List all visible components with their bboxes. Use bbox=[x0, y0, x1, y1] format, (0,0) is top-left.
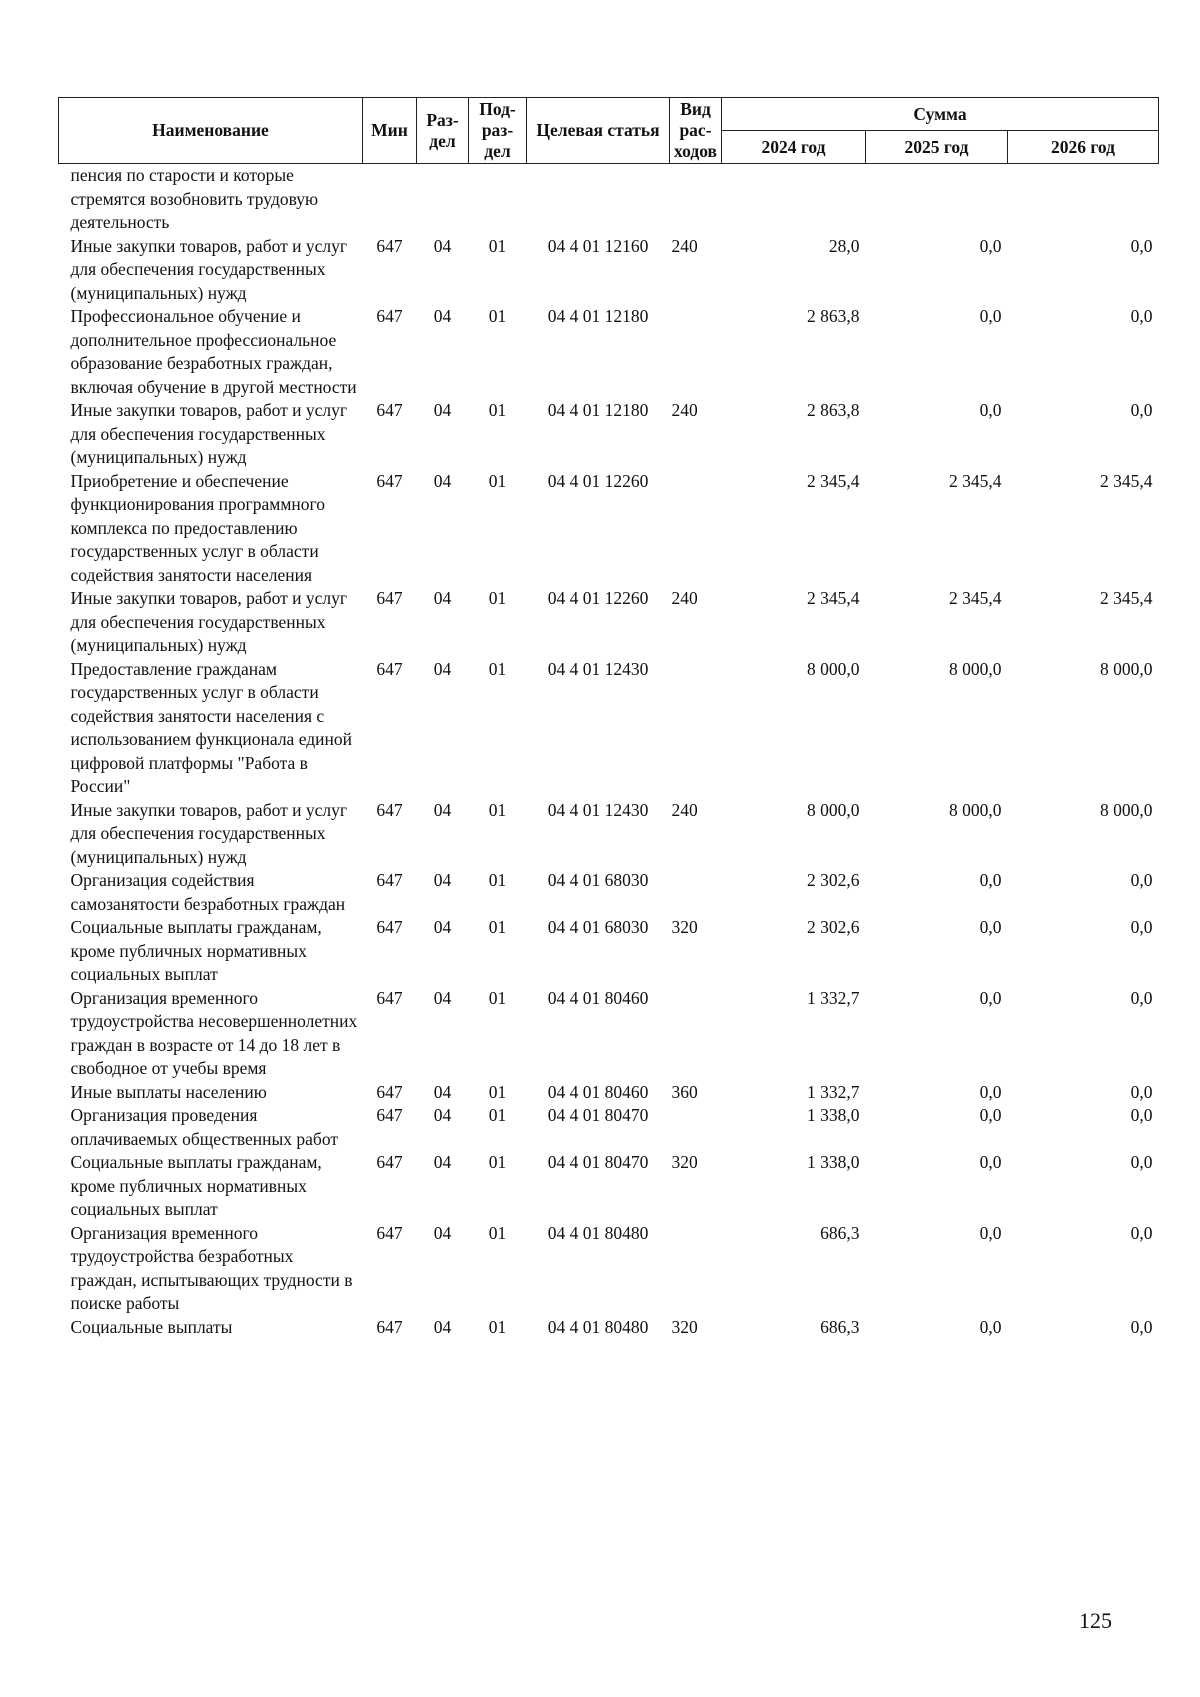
cell-sum-2024: 686,3 bbox=[820, 1222, 860, 1243]
cell-name: Иные закупки товаров, работ и услуг для обеспечения государственных (муниципальных) нужд bbox=[70, 588, 348, 655]
cell-min: 647 bbox=[376, 588, 403, 608]
cell-name: Социальные выплаты bbox=[70, 1316, 233, 1337]
table-row bbox=[59, 987, 1159, 1081]
cell-razdel: 04 bbox=[433, 306, 452, 326]
page-number: 125 bbox=[1079, 1608, 1112, 1633]
cell-sum-2025: 0,0 bbox=[979, 1222, 1002, 1243]
cell-podrazdel: 01 bbox=[488, 1316, 507, 1337]
table-body bbox=[59, 164, 1159, 1340]
cell-sum-2024: 2 863,8 bbox=[807, 306, 860, 326]
table-row bbox=[59, 587, 1159, 658]
cell-name: Социальные выплаты гражданам, кроме публичных нормативных социальных выплат bbox=[70, 917, 322, 984]
cell-sum-2024: 1 338,0 bbox=[807, 1152, 860, 1172]
table-row bbox=[59, 658, 1159, 799]
cell-podrazdel: 01 bbox=[488, 987, 507, 1008]
cell-min bbox=[363, 164, 417, 235]
cell-sum-2026: 0,0 bbox=[1130, 400, 1153, 420]
cell-sum-2024: 686,3 bbox=[820, 1316, 860, 1337]
cell-razdel: 04 bbox=[433, 799, 452, 820]
table-row bbox=[59, 164, 1159, 235]
header-name: Наименование bbox=[59, 98, 363, 164]
cell-razdel: 04 bbox=[433, 1152, 452, 1172]
table-row bbox=[59, 1151, 1159, 1222]
cell-sum-2025: 0,0 bbox=[979, 400, 1002, 420]
cell-sum-2026: 0,0 bbox=[1130, 1222, 1153, 1243]
cell-vid-rashodov: 320 bbox=[671, 1152, 698, 1172]
cell-vid-rashodov bbox=[670, 305, 722, 399]
cell-sum-2024: 28,0 bbox=[828, 235, 860, 256]
cell-celevaya-statya: 04 4 01 80460 bbox=[547, 1081, 649, 1102]
cell-sum-2026 bbox=[1008, 164, 1159, 235]
table-row bbox=[59, 799, 1159, 870]
table-row bbox=[59, 916, 1159, 987]
cell-min: 647 bbox=[376, 235, 403, 256]
cell-podrazdel: 01 bbox=[488, 588, 507, 608]
cell-vid-rashodov: 360 bbox=[671, 1081, 698, 1102]
cell-razdel: 04 bbox=[433, 1081, 452, 1102]
cell-sum-2025: 0,0 bbox=[979, 1081, 1002, 1102]
cell-sum-2024 bbox=[722, 164, 866, 235]
cell-min: 647 bbox=[376, 306, 403, 326]
cell-min: 647 bbox=[376, 987, 403, 1008]
cell-celevaya-statya: 04 4 01 80470 bbox=[547, 1105, 649, 1125]
cell-sum-2025: 0,0 bbox=[979, 1105, 1002, 1125]
cell-celevaya-statya: 04 4 01 12180 bbox=[547, 400, 649, 420]
cell-sum-2024: 2 345,4 bbox=[807, 470, 860, 491]
cell-min: 647 bbox=[376, 1222, 403, 1243]
cell-celevaya-statya: 04 4 01 68030 bbox=[547, 870, 649, 890]
cell-sum-2026: 0,0 bbox=[1130, 1105, 1153, 1125]
cell-vid-rashodov bbox=[670, 987, 722, 1081]
cell-sum-2025: 8 000,0 bbox=[949, 799, 1002, 820]
table-row bbox=[59, 470, 1159, 588]
cell-name: Иные закупки товаров, работ и услуг для обеспечения государственных (муниципальных) нужд bbox=[70, 400, 348, 467]
cell-min: 647 bbox=[376, 799, 403, 820]
cell-sum-2025: 0,0 bbox=[979, 917, 1002, 937]
cell-name: Организация содействия самозанятости безработных граждан bbox=[70, 870, 346, 914]
cell-podrazdel bbox=[469, 164, 527, 235]
cell-sum-2025: 0,0 bbox=[979, 987, 1002, 1008]
cell-podrazdel: 01 bbox=[488, 799, 507, 820]
cell-sum-2025: 0,0 bbox=[979, 1316, 1002, 1337]
cell-name: Организация проведения оплачиваемых общественных работ bbox=[70, 1105, 338, 1149]
table-row bbox=[59, 305, 1159, 399]
cell-vid-rashodov: 240 bbox=[671, 799, 698, 820]
cell-vid-rashodov bbox=[670, 1104, 722, 1151]
cell-sum-2024: 2 302,6 bbox=[807, 917, 860, 937]
cell-sum-2025: 0,0 bbox=[979, 306, 1002, 326]
cell-celevaya-statya: 04 4 01 80480 bbox=[547, 1222, 649, 1243]
table-row bbox=[59, 399, 1159, 470]
cell-razdel: 04 bbox=[433, 1222, 452, 1243]
cell-sum-2026: 0,0 bbox=[1130, 917, 1153, 937]
cell-sum-2024: 1 332,7 bbox=[807, 987, 860, 1008]
cell-name: Приобретение и обеспечение функционирования программного комплекса по предоставлению государственных услуг в области содействия занятости населения bbox=[70, 470, 326, 585]
cell-sum-2024: 2 302,6 bbox=[807, 870, 860, 890]
cell-sum-2024: 2 345,4 bbox=[807, 588, 860, 608]
cell-podrazdel: 01 bbox=[488, 870, 507, 890]
cell-sum-2026: 0,0 bbox=[1130, 306, 1153, 326]
cell-name: Иные закупки товаров, работ и услуг для обеспечения государственных (муниципальных) нужд bbox=[70, 799, 348, 867]
cell-sum-2026: 2 345,4 bbox=[1100, 588, 1153, 608]
cell-razdel: 04 bbox=[433, 1316, 452, 1337]
cell-sum-2024: 1 332,7 bbox=[807, 1081, 860, 1102]
table-row bbox=[59, 1222, 1159, 1316]
cell-razdel: 04 bbox=[433, 658, 452, 679]
cell-sum-2024: 2 863,8 bbox=[807, 400, 860, 420]
cell-podrazdel: 01 bbox=[488, 400, 507, 420]
cell-sum-2025 bbox=[866, 164, 1008, 235]
cell-min: 647 bbox=[376, 917, 403, 937]
header-razdel: Раз-дел bbox=[417, 98, 469, 164]
cell-podrazdel: 01 bbox=[488, 470, 507, 491]
cell-sum-2025: 0,0 bbox=[979, 235, 1002, 256]
cell-sum-2026: 8 000,0 bbox=[1100, 658, 1153, 679]
cell-celevaya-statya bbox=[527, 164, 670, 235]
cell-sum-2026: 0,0 bbox=[1130, 870, 1153, 890]
cell-razdel: 04 bbox=[433, 987, 452, 1008]
cell-name: Профессиональное обучение и дополнительное профессиональное образование безработных граждан, включая обучение в другой местности bbox=[70, 306, 357, 397]
cell-podrazdel: 01 bbox=[488, 306, 507, 326]
cell-celevaya-statya: 04 4 01 80470 bbox=[547, 1152, 649, 1172]
cell-podrazdel: 01 bbox=[488, 1152, 507, 1172]
cell-celevaya-statya: 04 4 01 12180 bbox=[547, 306, 649, 326]
header-year-2024: 2024 год bbox=[722, 131, 866, 164]
cell-sum-2025: 2 345,4 bbox=[949, 470, 1002, 491]
cell-razdel: 04 bbox=[433, 470, 452, 491]
cell-name: Организация временного трудоустройства безработных граждан, испытывающих трудности в поиске работы bbox=[70, 1222, 353, 1313]
cell-name: Иные выплаты населению bbox=[70, 1081, 267, 1102]
cell-vid-rashodov bbox=[670, 470, 722, 588]
cell-vid-rashodov bbox=[670, 164, 722, 235]
cell-min: 647 bbox=[376, 1105, 403, 1125]
cell-celevaya-statya: 04 4 01 12160 bbox=[547, 235, 649, 256]
table-row bbox=[59, 1104, 1159, 1151]
cell-sum-2025: 8 000,0 bbox=[949, 658, 1002, 679]
cell-min: 647 bbox=[376, 658, 403, 679]
cell-sum-2026: 0,0 bbox=[1130, 1081, 1153, 1102]
cell-razdel: 04 bbox=[433, 400, 452, 420]
cell-celevaya-statya: 04 4 01 12430 bbox=[547, 799, 649, 820]
cell-celevaya-statya: 04 4 01 12260 bbox=[547, 470, 649, 491]
cell-celevaya-statya: 04 4 01 12430 bbox=[547, 658, 649, 679]
cell-vid-rashodov: 240 bbox=[671, 588, 698, 608]
header-min: Мин bbox=[363, 98, 417, 164]
cell-vid-rashodov: 240 bbox=[671, 235, 698, 256]
cell-sum-2024: 1 338,0 bbox=[807, 1105, 860, 1125]
cell-celevaya-statya: 04 4 01 68030 bbox=[547, 917, 649, 937]
cell-vid-rashodov bbox=[670, 1222, 722, 1316]
cell-razdel: 04 bbox=[433, 1105, 452, 1125]
table-row bbox=[59, 235, 1159, 306]
cell-celevaya-statya: 04 4 01 80460 bbox=[547, 987, 649, 1008]
cell-min: 647 bbox=[376, 400, 403, 420]
cell-podrazdel: 01 bbox=[488, 1081, 507, 1102]
cell-podrazdel: 01 bbox=[488, 235, 507, 256]
cell-sum-2025: 0,0 bbox=[979, 1152, 1002, 1172]
cell-vid-rashodov bbox=[670, 869, 722, 916]
cell-name: Организация временного трудоустройства несовершеннолетних граждан в возрасте от 14 до 18 лет в свободное от учебы время bbox=[70, 987, 358, 1078]
cell-podrazdel: 01 bbox=[488, 1222, 507, 1243]
cell-min: 647 bbox=[376, 870, 403, 890]
cell-razdel: 04 bbox=[433, 588, 452, 608]
cell-sum-2026: 0,0 bbox=[1130, 987, 1153, 1008]
cell-podrazdel: 01 bbox=[488, 917, 507, 937]
table-row bbox=[59, 1316, 1159, 1340]
header-podrazdel: Под-раз-дел bbox=[469, 98, 527, 164]
cell-sum-2026: 0,0 bbox=[1130, 235, 1153, 256]
cell-sum-2026: 0,0 bbox=[1130, 1316, 1153, 1337]
cell-vid-rashodov bbox=[670, 658, 722, 799]
header-vid-rashodov: Вид рас-ходов bbox=[670, 98, 722, 164]
table-row bbox=[59, 869, 1159, 916]
cell-celevaya-statya: 04 4 01 12260 bbox=[547, 588, 649, 608]
cell-name: Социальные выплаты гражданам, кроме публичных нормативных социальных выплат bbox=[70, 1152, 322, 1219]
cell-min: 647 bbox=[376, 1152, 403, 1172]
budget-table bbox=[58, 97, 1159, 1339]
cell-vid-rashodov: 240 bbox=[671, 400, 698, 420]
cell-min: 647 bbox=[376, 470, 403, 491]
cell-min: 647 bbox=[376, 1081, 403, 1102]
header-year-2025: 2025 год bbox=[866, 131, 1008, 164]
cell-name: Иные закупки товаров, работ и услуг для обеспечения государственных (муниципальных) нужд bbox=[70, 235, 348, 303]
cell-sum-2025: 2 345,4 bbox=[949, 588, 1002, 608]
cell-podrazdel: 01 bbox=[488, 1105, 507, 1125]
cell-razdel: 04 bbox=[433, 870, 452, 890]
cell-min: 647 bbox=[376, 1316, 403, 1337]
cell-razdel bbox=[417, 164, 469, 235]
cell-name: Предоставление гражданам государственных услуг в области содействия занятости населения с использованием функционала единой цифровой платформы "Работа в России" bbox=[70, 658, 352, 796]
cell-sum-2026: 0,0 bbox=[1130, 1152, 1153, 1172]
cell-sum-2024: 8 000,0 bbox=[807, 658, 860, 679]
table-row bbox=[59, 1081, 1159, 1105]
table-header bbox=[59, 98, 1159, 164]
cell-razdel: 04 bbox=[433, 917, 452, 937]
header-summa: Сумма bbox=[722, 98, 1159, 131]
cell-razdel: 04 bbox=[433, 235, 452, 256]
cell-sum-2026: 2 345,4 bbox=[1100, 470, 1153, 491]
cell-vid-rashodov: 320 bbox=[671, 1316, 698, 1337]
cell-vid-rashodov: 320 bbox=[671, 917, 698, 937]
cell-sum-2026: 8 000,0 bbox=[1100, 799, 1153, 820]
cell-sum-2024: 8 000,0 bbox=[807, 799, 860, 820]
cell-name: пенсия по старости и которые стремятся возобновить трудовую деятельность bbox=[70, 165, 319, 232]
cell-podrazdel: 01 bbox=[488, 658, 507, 679]
cell-sum-2025: 0,0 bbox=[979, 870, 1002, 890]
header-celevaya-statya: Целевая статья bbox=[527, 98, 670, 164]
header-year-2026: 2026 год bbox=[1008, 131, 1159, 164]
cell-celevaya-statya: 04 4 01 80480 bbox=[547, 1316, 649, 1337]
